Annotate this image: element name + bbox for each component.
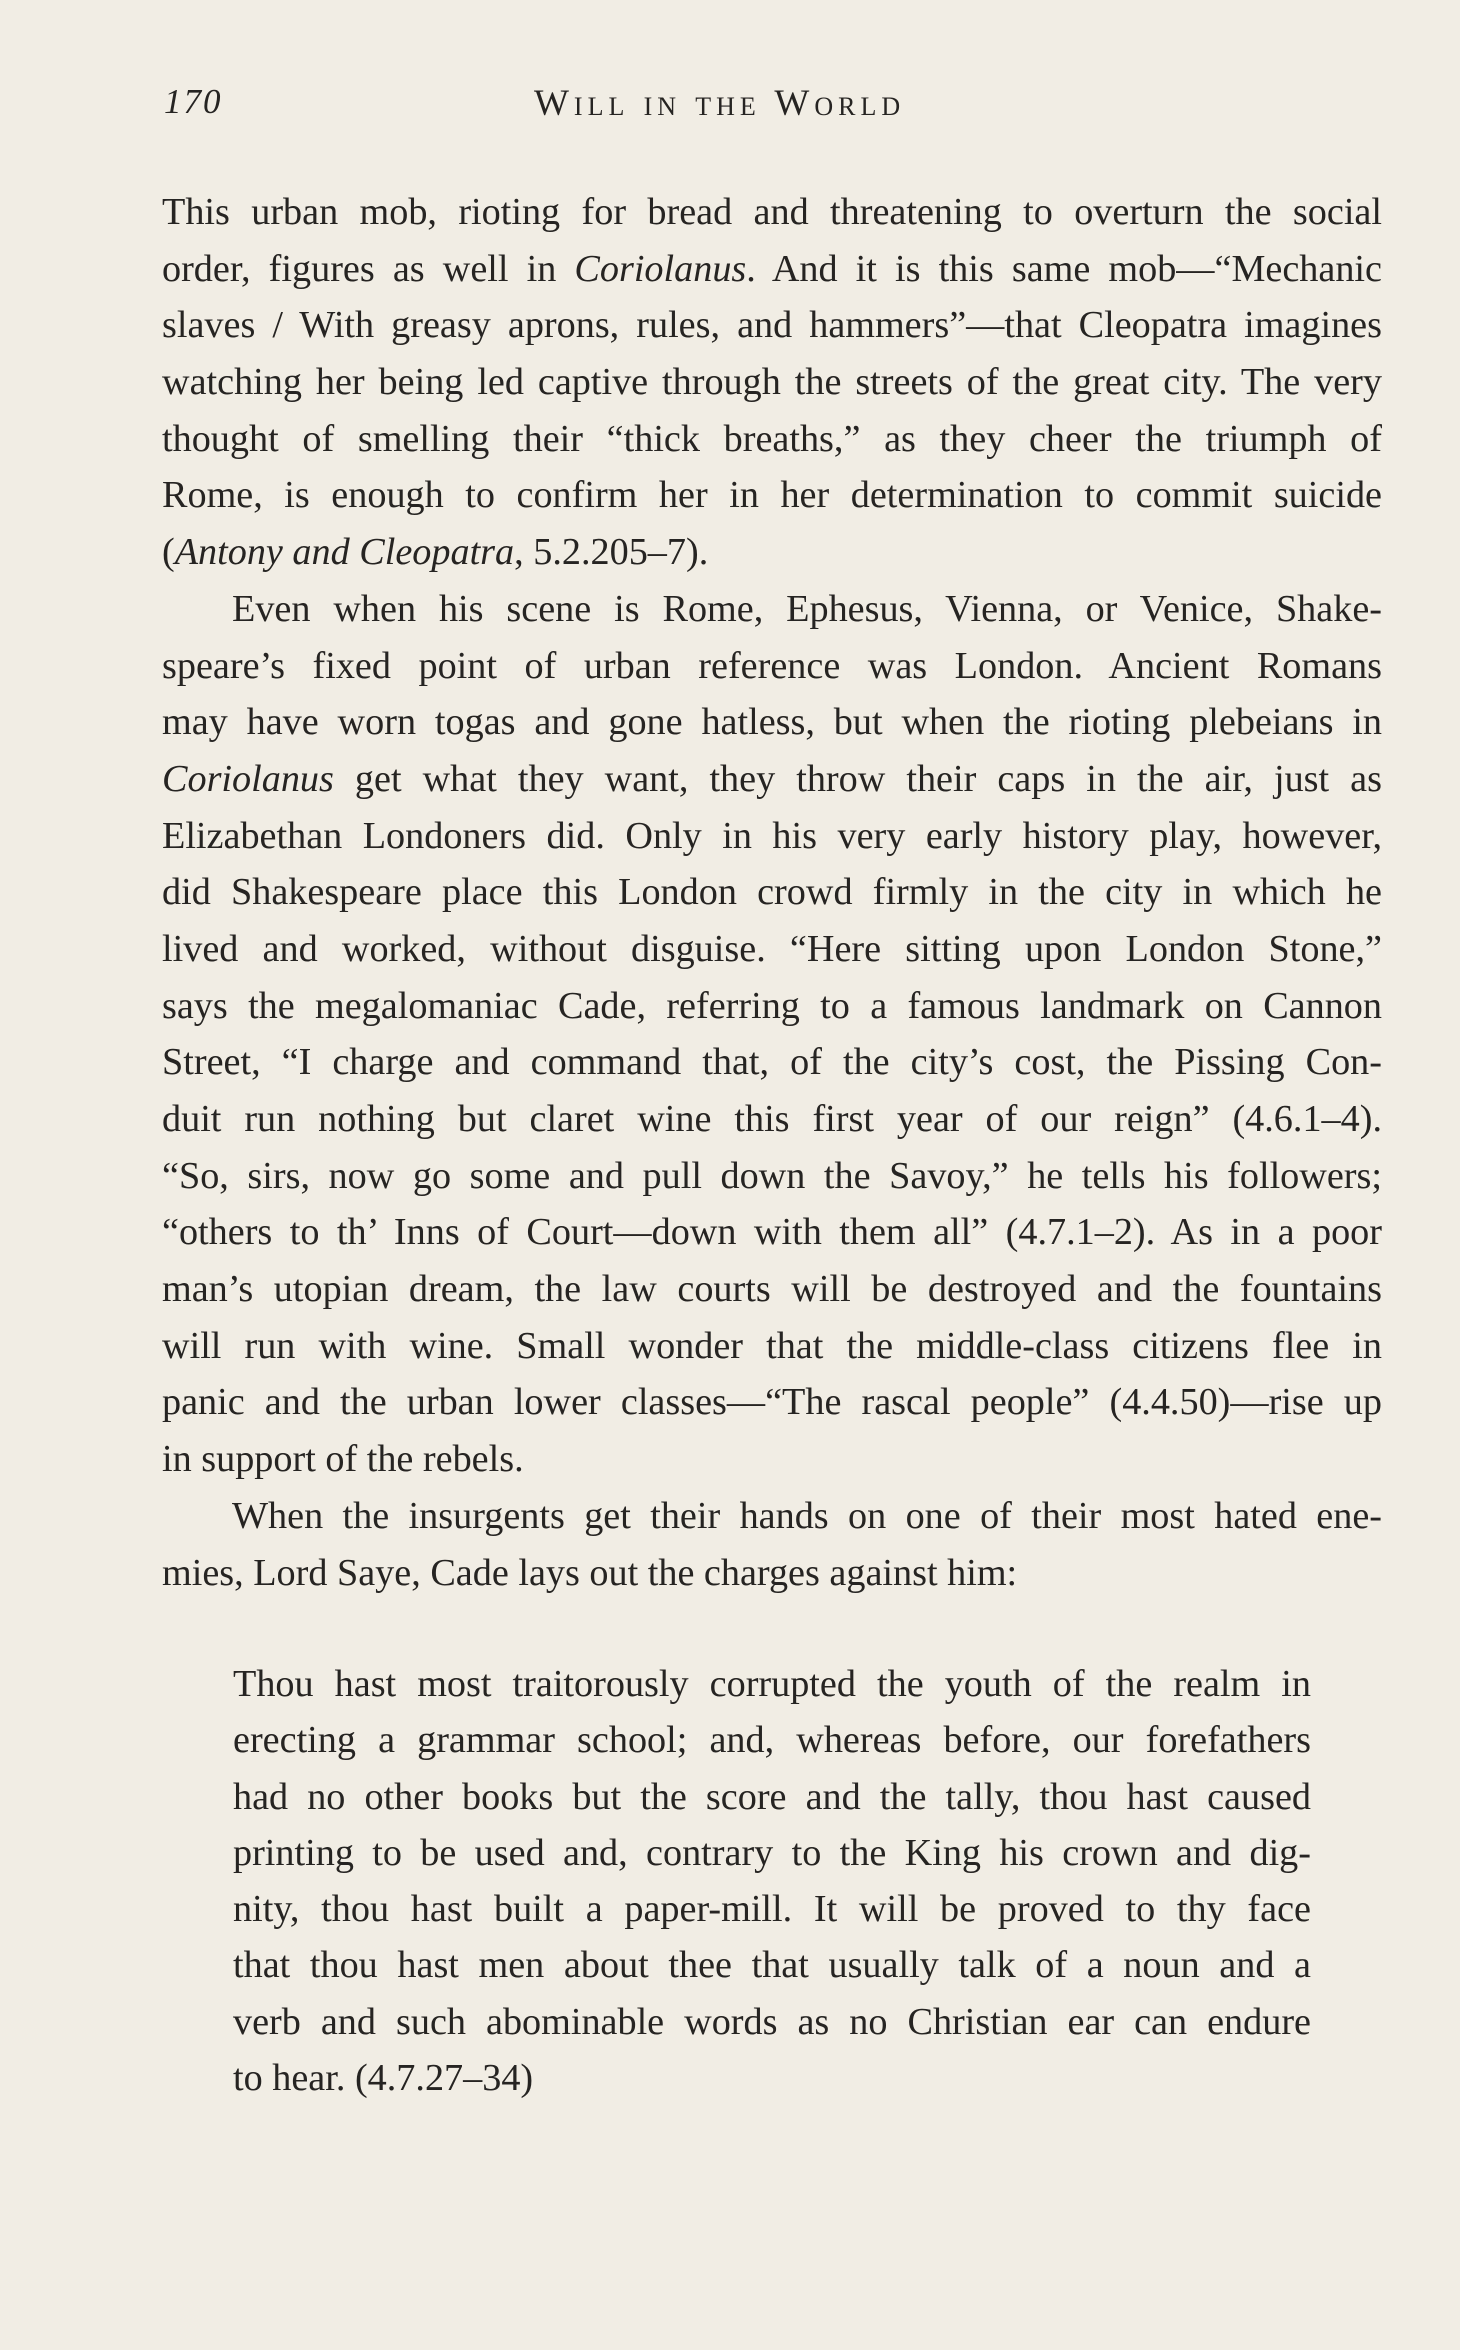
text-line: This urban mob, rioting for bread and threatening to overturn the social [162, 191, 1382, 233]
text-line: “So, sirs, now go some and pull down the Savoy,” he tells his followers; [162, 1154, 1382, 1197]
text-line: Rome, is enough to confirm her in her determination to commit suicide [162, 474, 1382, 517]
quote-line: nity, thou hast built a paper-mill. It will be proved to thy face [233, 1888, 1311, 1931]
text-line: panic and the urban lower classes—“The rascal people” (4.4.50)—rise up [162, 1381, 1382, 1424]
text-line: in support of the rebels. [162, 1438, 524, 1481]
text-line: may have worn togas and gone hatless, but when the rioting plebeians in [162, 701, 1382, 744]
text-line: order, figures as well in Coriolanus. And it is this same mob—“Mechanic [162, 247, 1382, 290]
text-line: speare’s fixed point of urban reference was London. Ancient Romans [162, 644, 1382, 687]
quote-line: to hear. (4.7.27–34) [233, 2057, 534, 2100]
text-line: When the insurgents get their hands on one of their most hated ene- [232, 1494, 1382, 1537]
body-text [162, 184, 1382, 1601]
text-line: “others to th’ Inns of Court—down with them all” (4.7.1–2). As in a poor [162, 1211, 1382, 1254]
text-line: man’s utopian dream, the law courts will be destroyed and the fountains [162, 1268, 1382, 1311]
text-line: Even when his scene is Rome, Ephesus, Vienna, or Venice, Shake- [232, 587, 1382, 630]
quote-line: verb and such abominable words as no Christian ear can endure [233, 2000, 1311, 2043]
text-line: Street, “I charge and command that, of the city’s cost, the Pissing Con- [162, 1041, 1382, 1084]
text-line: did Shakespeare place this London crowd firmly in the city in which he [162, 871, 1382, 914]
text-line: thought of smelling their “thick breaths,” as they cheer the triumph of [162, 417, 1382, 460]
text-line: mies, Lord Saye, Cade lays out the charges against him: [162, 1551, 1018, 1594]
text-line: duit run nothing but claret wine this first year of our reign” (4.6.1–4). [162, 1098, 1382, 1140]
page-header [164, 82, 1382, 132]
text-line: says the megalomaniac Cade, referring to a famous landmark on Cannon [162, 984, 1382, 1027]
quote-line: had no other books but the score and the tally, thou hast caused [233, 1775, 1311, 1818]
block-quote [233, 1656, 1311, 2106]
quote-line: printing to be used and, contrary to the King his crown and dig- [233, 1831, 1311, 1874]
running-title: Will in the World [534, 83, 906, 124]
text-line: will run with wine. Small wonder that the middle-class citizens flee in [162, 1324, 1382, 1367]
quote-line: erecting a grammar school; and, whereas before, our forefathers [233, 1719, 1311, 1762]
text-line: watching her being led captive through the streets of the great city. The very [162, 361, 1382, 404]
text-line: slaves / With greasy aprons, rules, and hammers”—that Cleopatra imagines [162, 304, 1382, 347]
text-line: Elizabethan Londoners did. Only in his very early history play, however, [162, 814, 1382, 857]
text-line: (Antony and Cleopatra, 5.2.205–7). [162, 531, 709, 574]
quote-line: Thou hast most traitorously corrupted the youth of the realm in [233, 1663, 1311, 1705]
page-number: 170 [164, 82, 223, 121]
text-line: lived and worked, without disguise. “Here sitting upon London Stone,” [162, 927, 1382, 970]
quote-line: that thou hast men about thee that usually talk of a noun and a [233, 1944, 1311, 1987]
text-line: Coriolanus get what they want, they throw their caps in the air, just as [162, 757, 1382, 800]
